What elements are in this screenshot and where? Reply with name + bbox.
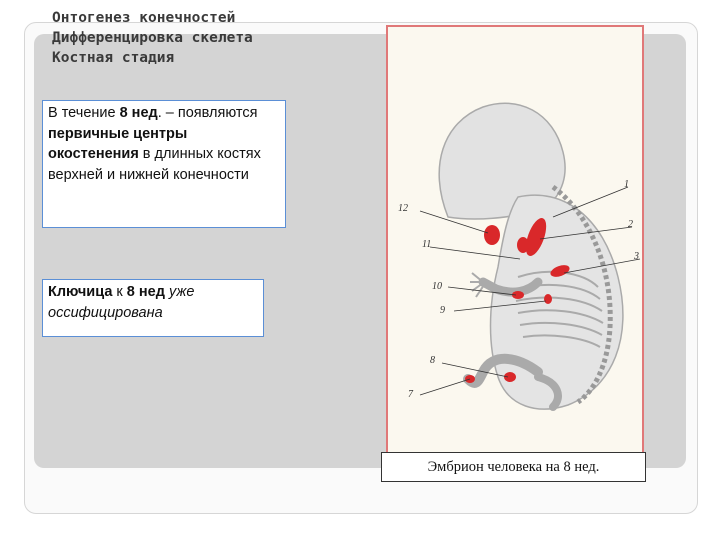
primary-ossification-textbox: [42, 100, 286, 228]
embryo-drawing: [388, 27, 642, 461]
label-7: 7: [408, 389, 413, 400]
box2-text-3: 8 нед: [126, 284, 165, 300]
title-line-3: Костная стадия: [52, 50, 175, 66]
label-3: 3: [634, 251, 639, 262]
embryo-illustration: [386, 25, 644, 463]
label-12: 12: [398, 203, 408, 214]
box1-text-4: первичные центры окостенения: [48, 125, 188, 162]
clavicle-textbox: [42, 279, 264, 337]
hand-fingers: [470, 273, 484, 297]
title-line-2: Дифференцировка скелета: [52, 30, 253, 46]
box2-text-4: уже оссифицирована: [48, 284, 195, 321]
box1-text-3: . – появляются: [157, 105, 258, 121]
label-8: 8: [430, 355, 435, 366]
label-10: 10: [432, 281, 442, 292]
label-11: 11: [422, 239, 432, 250]
label-1: 1: [624, 179, 629, 190]
box2-text-1: Ключица: [48, 284, 113, 300]
figure-caption: Эмбрион человека на 8 нед.: [381, 452, 646, 482]
label-2: 2: [628, 219, 633, 230]
box1-text-5: в длинных костях верхней и нижней конечности: [48, 146, 261, 183]
box1-text-2: 8 нед: [119, 105, 158, 121]
box2-text-2: к: [112, 284, 127, 300]
title-line-1: Онтогенез конечностей: [52, 10, 236, 26]
slide-title: [52, 8, 253, 68]
label-9: 9: [440, 305, 445, 316]
box1-text-1: В течение: [48, 105, 120, 121]
